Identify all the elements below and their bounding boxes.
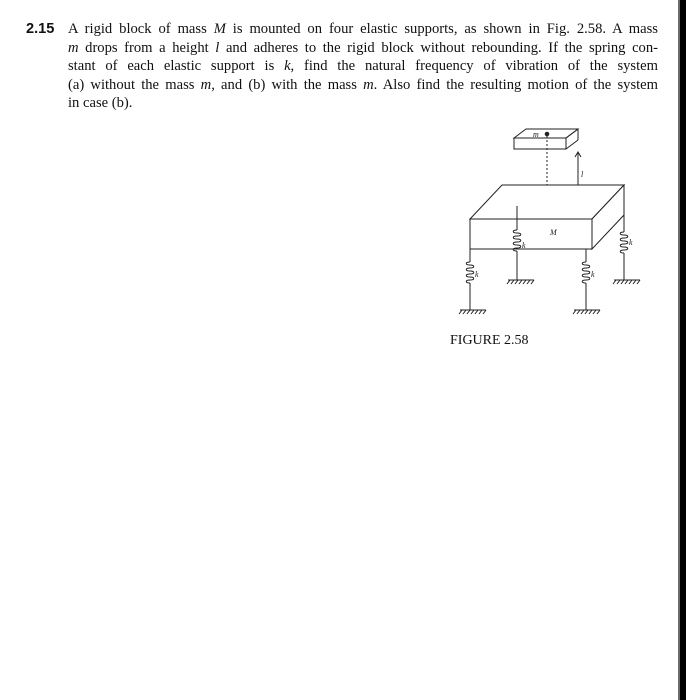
statement-line-4: (a) without the mass m, and (b) with the mass m. Also find the resulting motion of the system <box>68 76 659 93</box>
statement-line-2: m drops from a height l and adheres to the rigid block without rebounding. If the spring con- <box>68 39 659 56</box>
statement-line-1: A rigid block of mass M is mounted on four elastic supports, as shown in Fig. 2.58. A mass <box>68 21 658 37</box>
label-k-front-right: k <box>591 270 595 279</box>
label-m: m <box>533 130 539 139</box>
problem-2-15 <box>26 20 658 113</box>
label-l: l <box>581 170 584 179</box>
block-on-springs-diagram <box>452 122 682 322</box>
problem-statement <box>68 20 658 113</box>
label-k-back-left: k <box>522 241 526 250</box>
problem-number: 2.15 <box>26 21 55 37</box>
window-edge <box>678 0 686 700</box>
statement-line-3: stant of each elastic support is k, find the natural frequency of vibration of the system <box>68 58 658 75</box>
small-mass-m <box>514 129 578 149</box>
spring-front-left <box>459 249 486 314</box>
label-k-front-left: k <box>475 270 479 279</box>
spring-back-right <box>613 215 640 284</box>
label-M: M <box>550 228 557 237</box>
figure-2-58 <box>452 122 682 322</box>
rigid-block-M <box>470 185 624 249</box>
spring-front-right <box>573 249 600 314</box>
label-k-back-right: k <box>629 238 633 247</box>
figure-caption: FIGURE 2.58 <box>450 333 529 348</box>
statement-line-5: in case (b). <box>68 95 133 112</box>
